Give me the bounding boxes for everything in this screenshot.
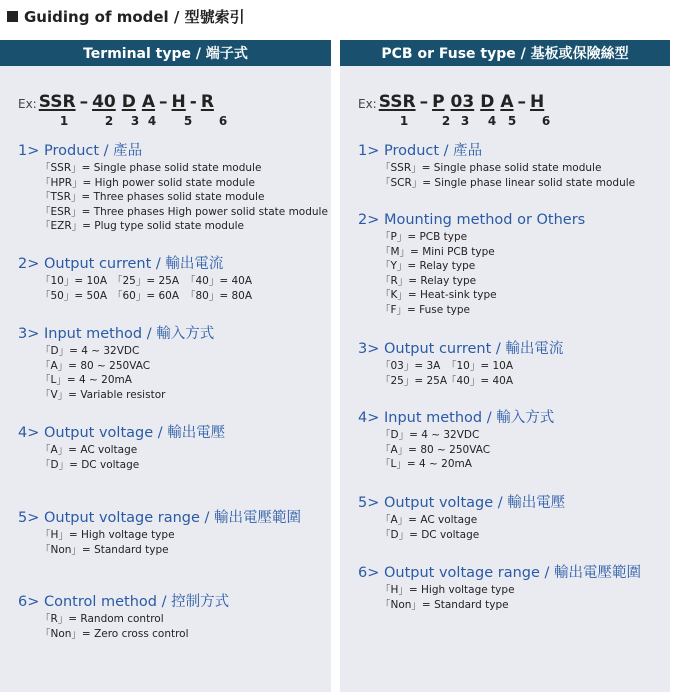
example-token: R — [200, 92, 214, 112]
list-item: 「Non」= Standard type — [40, 543, 169, 556]
list-item: 「Y」= Relay type — [380, 260, 476, 273]
list-item: 「A」= 80 ~ 250VAC — [380, 443, 491, 456]
section-output-voltage-range — [358, 564, 641, 612]
section-title: 3> Output current / 輸出電流 — [358, 341, 564, 357]
example-token: D — [480, 92, 495, 112]
example-position-number: 1 — [59, 114, 69, 128]
list-item — [40, 289, 252, 304]
section-input-method — [18, 325, 214, 402]
section-product — [18, 142, 328, 234]
list-item: 「R」= Random control — [40, 613, 164, 625]
page-heading — [7, 6, 245, 27]
list-item: 「L」= 4 ~ 20mA — [40, 374, 132, 387]
example-token: A — [141, 92, 156, 112]
example-position-number: 2 — [104, 114, 114, 128]
list-item: 「R」= Relay type — [380, 274, 477, 287]
square-bullet-icon — [7, 11, 18, 22]
example-position-number: 4 — [147, 114, 157, 128]
example-separator: – — [419, 92, 429, 112]
example-position-number: 1 — [399, 114, 409, 128]
list-item: 「D」= 4 ~ 32VDC — [40, 345, 140, 357]
example-position-number: 6 — [218, 114, 228, 128]
example-separator: – — [159, 92, 168, 112]
value-entry: 「25」= 25A — [380, 374, 448, 387]
pcb-fuse-type-panel — [340, 40, 670, 692]
list-item: 「P」= PCB type — [380, 231, 468, 243]
section-input-method — [358, 409, 554, 472]
example-token: A — [500, 92, 514, 112]
list-item: 「L」= 4 ~ 20mA — [380, 458, 472, 471]
page-title: Guiding of model / 型號索引 — [24, 8, 245, 26]
list-item: 「SSR」= Single phase solid state module — [40, 162, 262, 174]
section-title: 1> Product / 產品 — [18, 143, 143, 159]
list-item: 「EZR」= Plug type solid state module — [40, 220, 244, 233]
example-token: 40 — [92, 92, 116, 112]
list-item: 「V」= Variable resistor — [40, 388, 166, 401]
section-title: 4> Input method / 輸入方式 — [358, 410, 555, 426]
value-entry: 「50」= 50A — [40, 289, 108, 302]
example-token: H — [530, 92, 545, 112]
list-item — [40, 274, 252, 289]
list-item — [380, 374, 563, 389]
section-output-voltage-range — [18, 509, 301, 557]
section-title: 1> Product / 產品 — [358, 143, 483, 159]
list-item: 「D」= DC voltage — [380, 528, 480, 541]
example-position-number: 5 — [507, 114, 517, 128]
value-entry: 「10」= 10A — [446, 360, 514, 372]
example-separator: - — [189, 92, 197, 112]
example-token: SSR — [378, 92, 416, 112]
value-entry: 「40」= 40A — [446, 374, 514, 387]
list-item: 「ESR」= Three phases High power solid state module — [40, 205, 328, 218]
list-item — [380, 359, 563, 374]
model-example — [358, 90, 551, 130]
list-item: 「D」= 4 ~ 32VDC — [380, 429, 480, 441]
list-item: 「Non」= Standard type — [380, 598, 509, 611]
list-item: 「SSR」= Single phase solid state module — [380, 162, 602, 174]
example-token: D — [121, 92, 136, 112]
panel-header: PCB or Fuse type / 基板或保險絲型 — [340, 40, 670, 66]
terminal-type-panel — [0, 40, 331, 692]
value-entry: 「60」= 60A — [112, 289, 180, 302]
example-label: Ex: — [358, 97, 377, 111]
list-item: 「F」= Fuse type — [380, 303, 471, 316]
panel-header: Terminal type / 端子式 — [0, 40, 331, 66]
section-product — [358, 142, 635, 190]
list-item: 「SCR」= Single phase linear solid state module — [380, 176, 636, 189]
section-title: 2> Mounting method or Others — [358, 212, 586, 228]
section-output-current — [358, 340, 563, 388]
model-example — [18, 90, 228, 130]
section-title: 6> Output voltage range / 輸出電壓範圍 — [358, 565, 642, 581]
list-item: 「M」= Mini PCB type — [380, 245, 495, 258]
section-output-voltage — [18, 424, 225, 472]
section-title: 6> Control method / 控制方式 — [18, 594, 230, 610]
example-position-number: 5 — [183, 114, 193, 128]
section-title: 3> Input method / 輸入方式 — [18, 326, 215, 342]
example-separator: – — [79, 92, 89, 112]
section-mounting-method — [358, 211, 585, 318]
value-entry: 「10」= 10A — [40, 275, 108, 287]
value-entry: 「03」= 3A — [380, 360, 441, 372]
example-label: Ex: — [18, 97, 37, 111]
value-entry: 「40」= 40A — [185, 275, 253, 287]
list-item: 「H」= High voltage type — [380, 584, 515, 596]
example-position-number: 3 — [130, 114, 140, 128]
value-entry: 「80」= 80A — [185, 289, 253, 302]
example-position-number: 3 — [460, 114, 470, 128]
section-title: 2> Output current / 輸出電流 — [18, 256, 224, 272]
section-output-current — [18, 255, 252, 303]
example-position-number: 6 — [541, 114, 551, 128]
section-output-voltage — [358, 494, 565, 542]
list-item: 「Non」= Zero cross control — [40, 627, 189, 640]
example-token: 03 — [450, 92, 475, 112]
example-token: SSR — [38, 92, 76, 112]
list-item: 「A」= AC voltage — [40, 444, 138, 456]
section-title: 5> Output voltage / 輸出電壓 — [358, 495, 566, 511]
example-token: H — [171, 92, 186, 112]
example-token: P — [432, 92, 445, 112]
list-item: 「D」= DC voltage — [40, 458, 140, 471]
list-item: 「HPR」= High power solid state module — [40, 176, 255, 189]
example-separator: – — [517, 92, 526, 112]
example-position-number: 4 — [487, 114, 497, 128]
example-position-number: 2 — [441, 114, 451, 128]
section-control-method — [18, 593, 229, 641]
list-item: 「A」= AC voltage — [380, 514, 478, 526]
list-item: 「H」= High voltage type — [40, 529, 175, 541]
list-item: 「A」= 80 ~ 250VAC — [40, 359, 151, 372]
list-item: 「K」= Heat-sink type — [380, 289, 497, 302]
section-title: 4> Output voltage / 輸出電壓 — [18, 425, 226, 441]
value-entry: 「25」= 25A — [112, 275, 180, 287]
section-title: 5> Output voltage range / 輸出電壓範圍 — [18, 510, 302, 526]
list-item: 「TSR」= Three phases solid state module — [40, 191, 265, 204]
